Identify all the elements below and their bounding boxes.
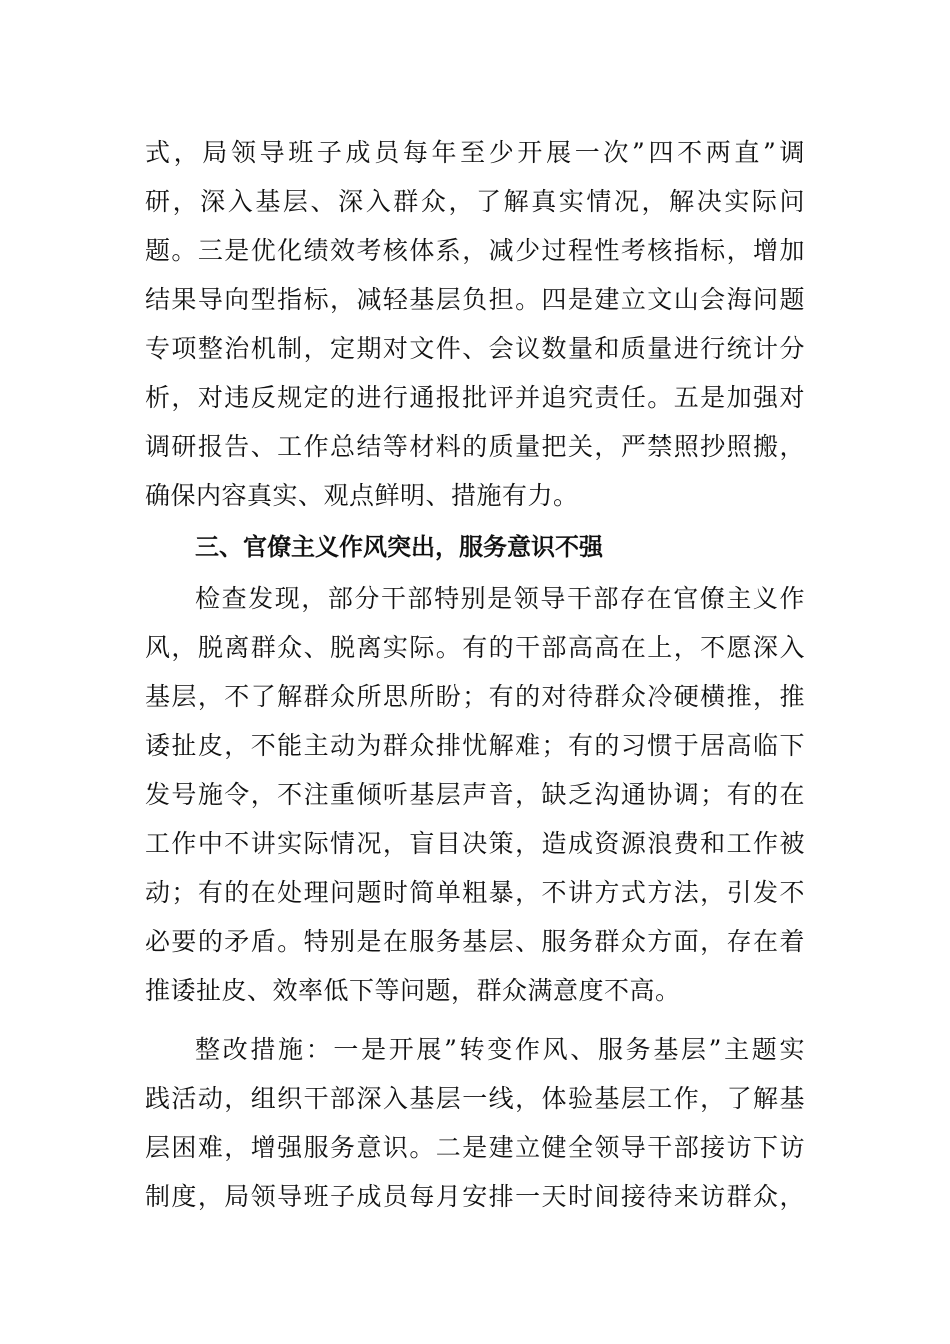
section-heading: 三、官僚主义作风突出，服务意识不强 [195, 533, 603, 561]
text-line: 式，局领导班子成员每年至少开展一次”四不两直”调 [145, 138, 805, 167]
text-line: 诿扯皮，不能主动为群众排忧解难；有的习惯于居高临下 [145, 731, 805, 760]
text-line: 检查发现，部分干部特别是领导干部存在官僚主义作 [195, 584, 805, 613]
text-line: 制度，局领导班子成员每月安排一天时间接待来访群众， [145, 1182, 805, 1211]
text-line: 调研报告、工作总结等材料的质量把关，严禁照抄照搬， [145, 432, 805, 461]
text-line: 析，对违反规定的进行通报批评并追究责任。五是加强对 [145, 383, 805, 412]
text-line: 推诿扯皮、效率低下等问题，群众满意度不高。 [145, 976, 681, 1005]
text-line: 动；有的在处理问题时简单粗暴，不讲方式方法，引发不 [145, 878, 805, 907]
text-line: 专项整治机制，定期对文件、会议数量和质量进行统计分 [145, 334, 805, 363]
text-line: 确保内容真实、观点鲜明、措施有力。 [145, 481, 579, 510]
text-line: 基层，不了解群众所思所盼；有的对待群众冷硬横推，推 [145, 682, 805, 711]
text-line: 结果导向型指标，减轻基层负担。四是建立文山会海问题 [145, 285, 805, 314]
text-line: 研，深入基层、深入群众，了解真实情况，解决实际问 [145, 187, 805, 216]
text-line: 践活动，组织干部深入基层一线，体验基层工作，了解基 [145, 1084, 805, 1113]
text-line: 发号施令，不注重倾听基层声音，缺乏沟通协调；有的在 [145, 780, 805, 809]
text-line: 题。三是优化绩效考核体系，减少过程性考核指标，增加 [145, 236, 805, 265]
text-line: 必要的矛盾。特别是在服务基层、服务群众方面，存在着 [145, 927, 805, 956]
text-line: 工作中不讲实际情况，盲目决策，造成资源浪费和工作被 [145, 829, 805, 858]
text-line: 整改措施：一是开展”转变作风、服务基层”主题实 [195, 1035, 805, 1064]
text-line: 层困难，增强服务意识。二是建立健全领导干部接访下访 [145, 1133, 805, 1162]
text-line: 风，脱离群众、脱离实际。有的干部高高在上，不愿深入 [145, 633, 805, 662]
